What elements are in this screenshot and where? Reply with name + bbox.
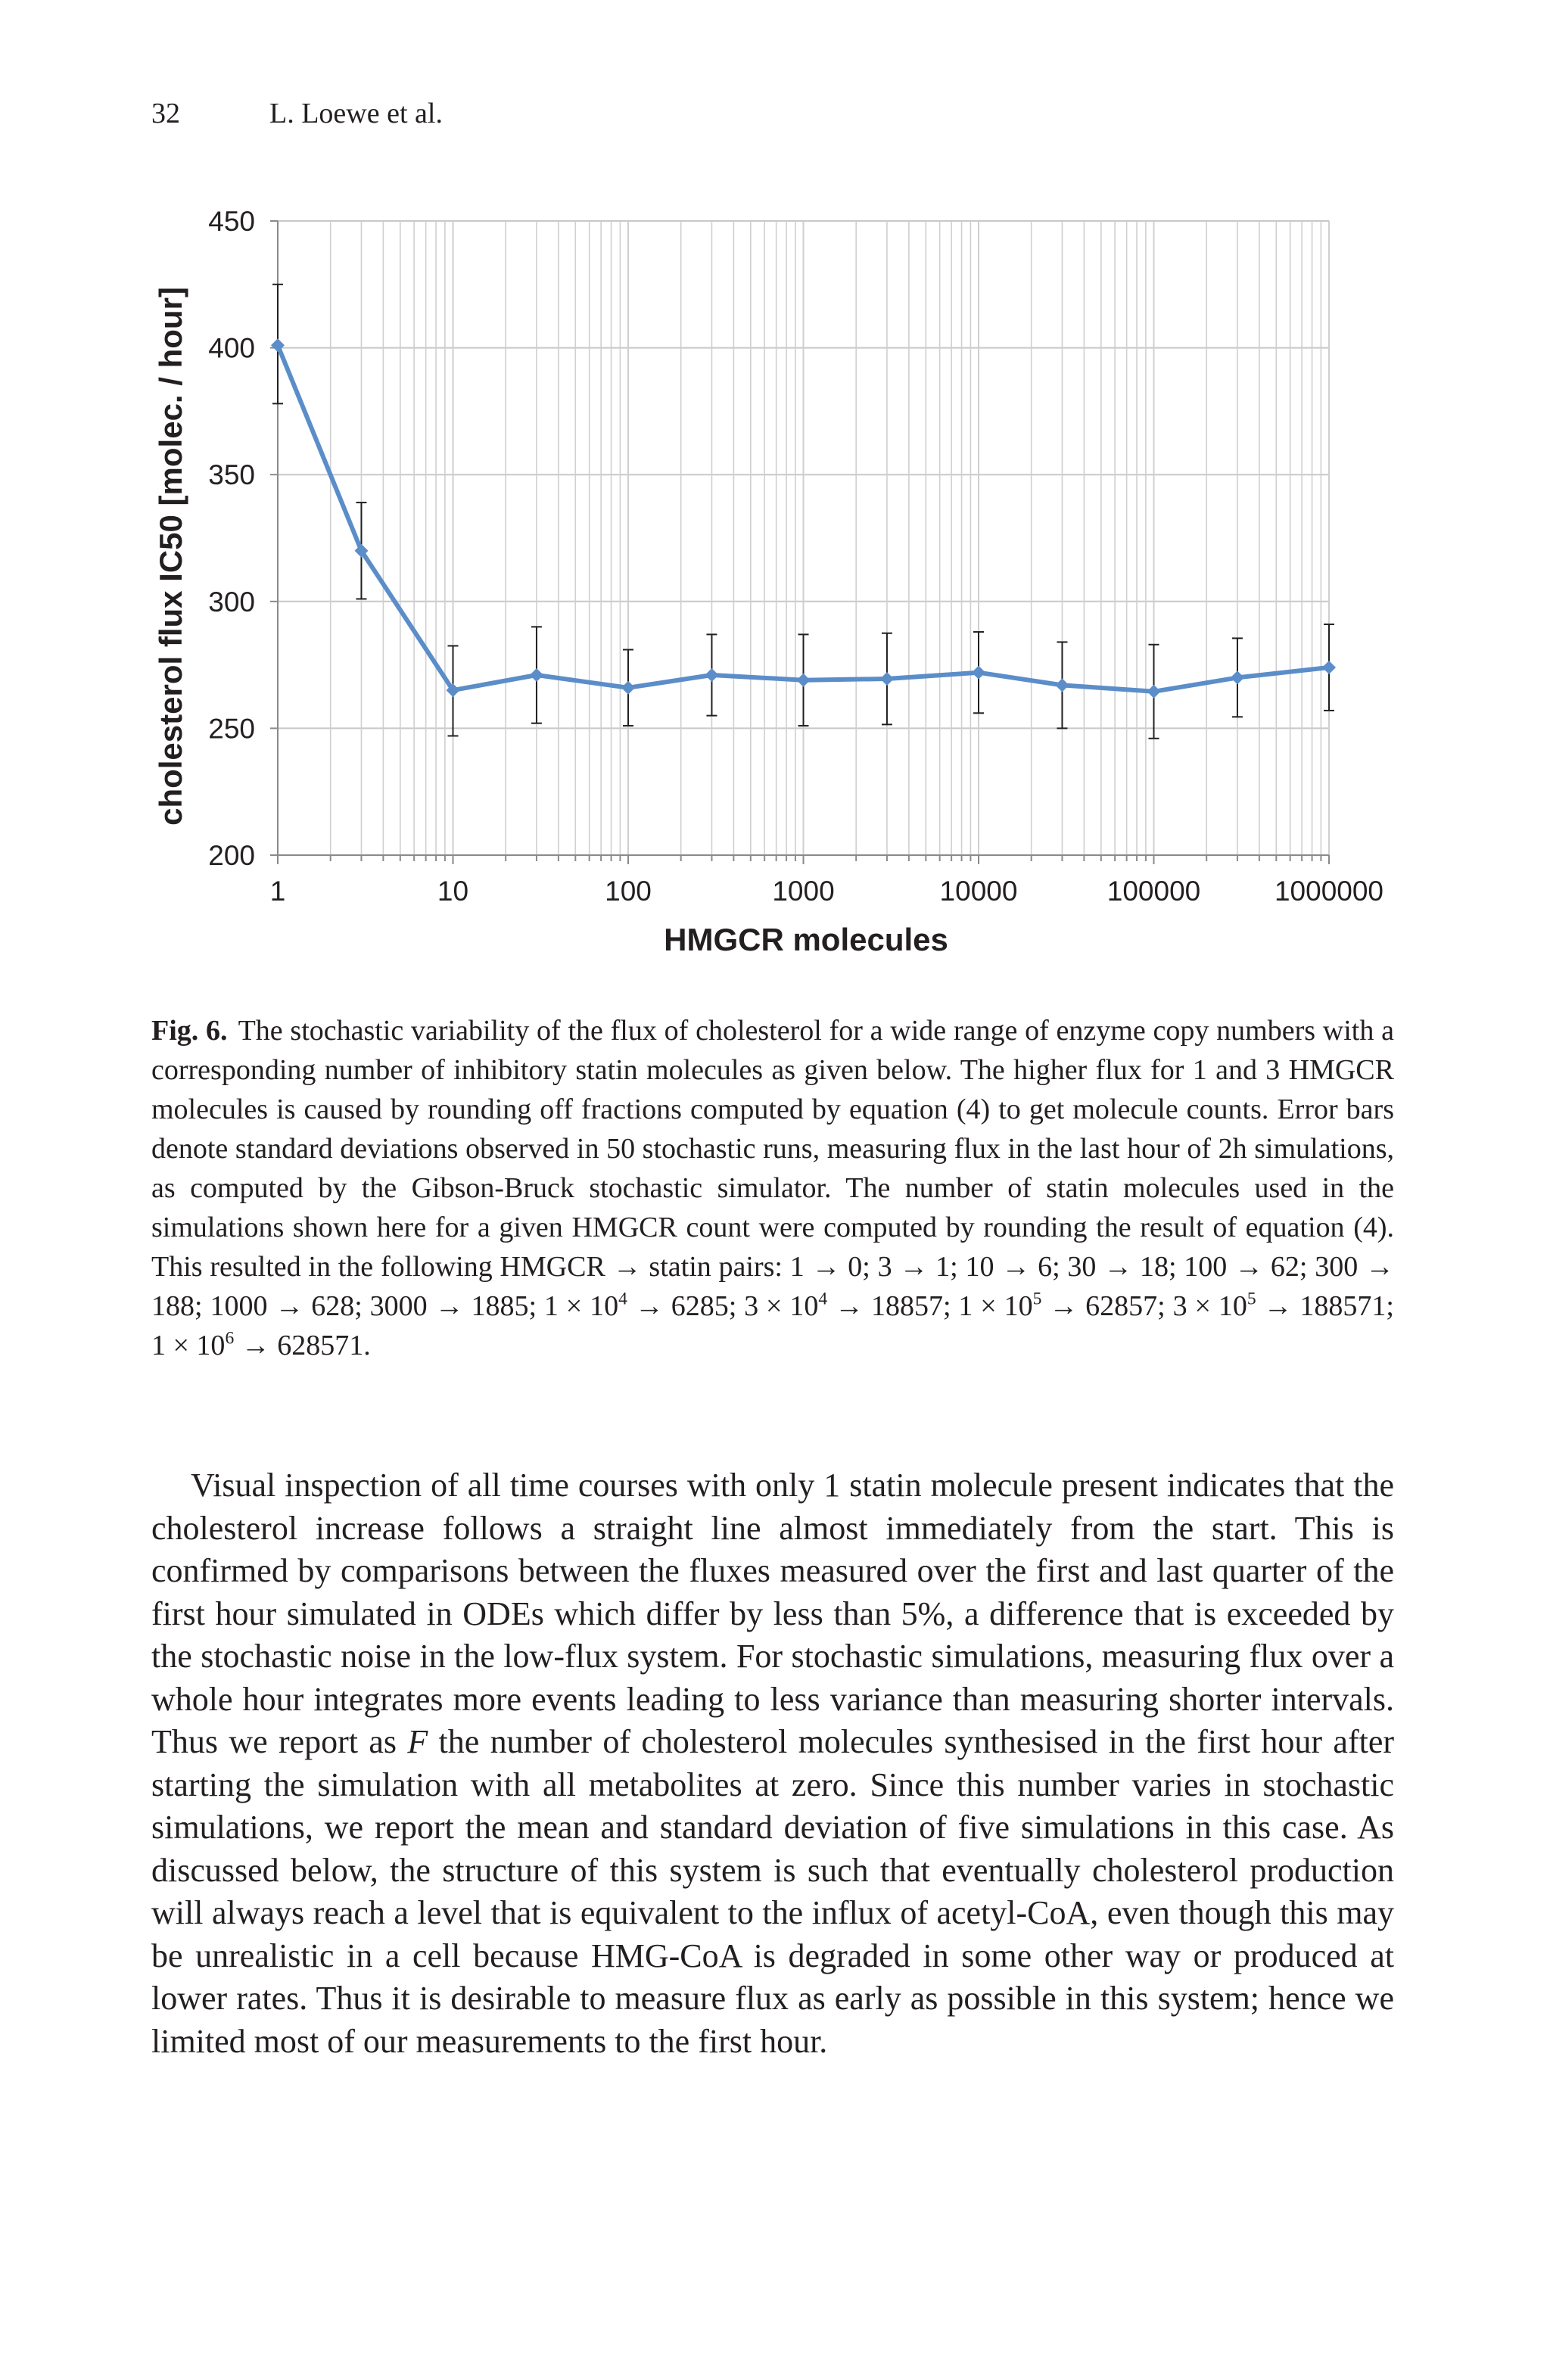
data-point bbox=[1322, 661, 1336, 674]
x-tick-label: 100000 bbox=[1106, 876, 1201, 907]
running-head-authors: L. Loewe et al. bbox=[269, 98, 443, 129]
y-axis-label: cholesterol flux IC50 [molec. / hour] bbox=[153, 287, 188, 826]
running-header bbox=[151, 97, 443, 130]
caption-text: → 628571. bbox=[234, 1330, 371, 1361]
x-tick-label: 1000 bbox=[772, 876, 835, 907]
x-tick-label: 10000 bbox=[939, 876, 1018, 907]
y-tick-label: 400 bbox=[208, 332, 255, 364]
data-point bbox=[1231, 670, 1244, 684]
figure-caption bbox=[151, 1011, 1394, 1365]
data-point bbox=[705, 668, 718, 682]
exponent: 5 bbox=[1247, 1289, 1256, 1309]
y-tick-label: 200 bbox=[208, 840, 255, 871]
x-tick-labels bbox=[270, 876, 1383, 907]
x-tick-label: 1000000 bbox=[1274, 876, 1384, 907]
paragraph-text: the number of cholesterol molecules synthesised in the first hour after starting the simulation with all metabolites at zero. Since this number varies in stochastic simulations, we report the mean and standard deviation of five simulations in this case. As discussed below, the structure of this system is such that eventually cholesterol production will always reach a level that is equivalent to the influx of acetyl-CoA, even though this may be unrealistic in a cell because HMG-CoA is degraded in some other way or produced at lower rates. Thus it is desirable to measure flux as early as possible in this system; hence we limited most of our measurements to the first hour. bbox=[151, 1723, 1395, 2060]
data-point bbox=[797, 674, 811, 687]
data-point bbox=[1147, 685, 1161, 698]
caption-text: → 6285; 3 × 10 bbox=[627, 1290, 819, 1322]
data-point bbox=[880, 672, 894, 686]
paragraph-text: Visual inspection of all time courses with only 1 statin molecule present indicates that the cholesterol increase follows a straight line almost immediately from the start. This is confirmed by comparisons between the fluxes measured over the first and last quarter of the first hour simulated in ODEs which differ by less than 5%, a difference that is exceeded by the stochastic noise in the low-flux system. For stochastic simulations, measuring flux over a whole hour integrates more events leading to less variance than measuring shorter intervals. Thus we report as bbox=[151, 1467, 1394, 1760]
exponent: 6 bbox=[225, 1328, 235, 1349]
page-number: 32 bbox=[151, 98, 180, 129]
chart-gridlines bbox=[278, 221, 1329, 855]
y-tick-label: 350 bbox=[208, 459, 255, 491]
data-point bbox=[530, 668, 543, 682]
caption-text: The stochastic variability of the flux of cholesterol for a wide range of enzyme copy numbers with a corresponding number of inhibitory statin molecules as given below. The higher flux for 1 and 3 HMGCR molecules is caused by rounding off fractions computed by equation (4) to get molecule counts. Error bars denote standard deviations observed in 50 stochastic runs, measuring flux in the last hour of 2h simulations, as computed by the Gibson-Bruck stochastic simulator. The number of statin molecules used in the simulations shown here for a given HMGCR count were computed by rounding the result of equation (4). This resulted in the following HMGCR → statin pairs: 1 → 0; 3 → 1; 10 → 6; 30 → 18; 100 → 62; 300 → 188; 1000 → 628; 3000 → 1885; 1 × 10 bbox=[151, 1015, 1394, 1322]
figure-6-chart bbox=[144, 204, 1400, 984]
caption-text: → 62857; 3 × 10 bbox=[1041, 1290, 1247, 1322]
exponent: 4 bbox=[618, 1289, 627, 1309]
data-point bbox=[621, 681, 635, 695]
x-axis-label: HMGCR molecules bbox=[664, 922, 948, 957]
x-tick-label: 100 bbox=[605, 876, 652, 907]
chart-axes bbox=[270, 221, 1329, 864]
caption-text: → 188571; 1 × 10 bbox=[151, 1290, 1394, 1361]
exponent: 5 bbox=[1032, 1289, 1042, 1309]
data-point bbox=[972, 666, 985, 680]
y-tick-label: 300 bbox=[208, 586, 255, 618]
y-tick-label: 250 bbox=[208, 713, 255, 745]
y-tick-label: 450 bbox=[208, 206, 255, 237]
x-tick-label: 1 bbox=[269, 876, 286, 907]
figure-label: Fig. 6. bbox=[151, 1015, 228, 1047]
caption-text: → 18857; 1 × 10 bbox=[827, 1290, 1033, 1322]
data-point bbox=[1055, 678, 1069, 692]
exponent: 4 bbox=[818, 1289, 828, 1309]
data-point bbox=[271, 338, 285, 352]
variable-f: F bbox=[407, 1723, 428, 1760]
chart-svg bbox=[144, 204, 1400, 984]
body-paragraph bbox=[151, 1464, 1394, 2063]
y-tick-labels bbox=[208, 206, 255, 871]
x-tick-label: 10 bbox=[437, 876, 469, 907]
